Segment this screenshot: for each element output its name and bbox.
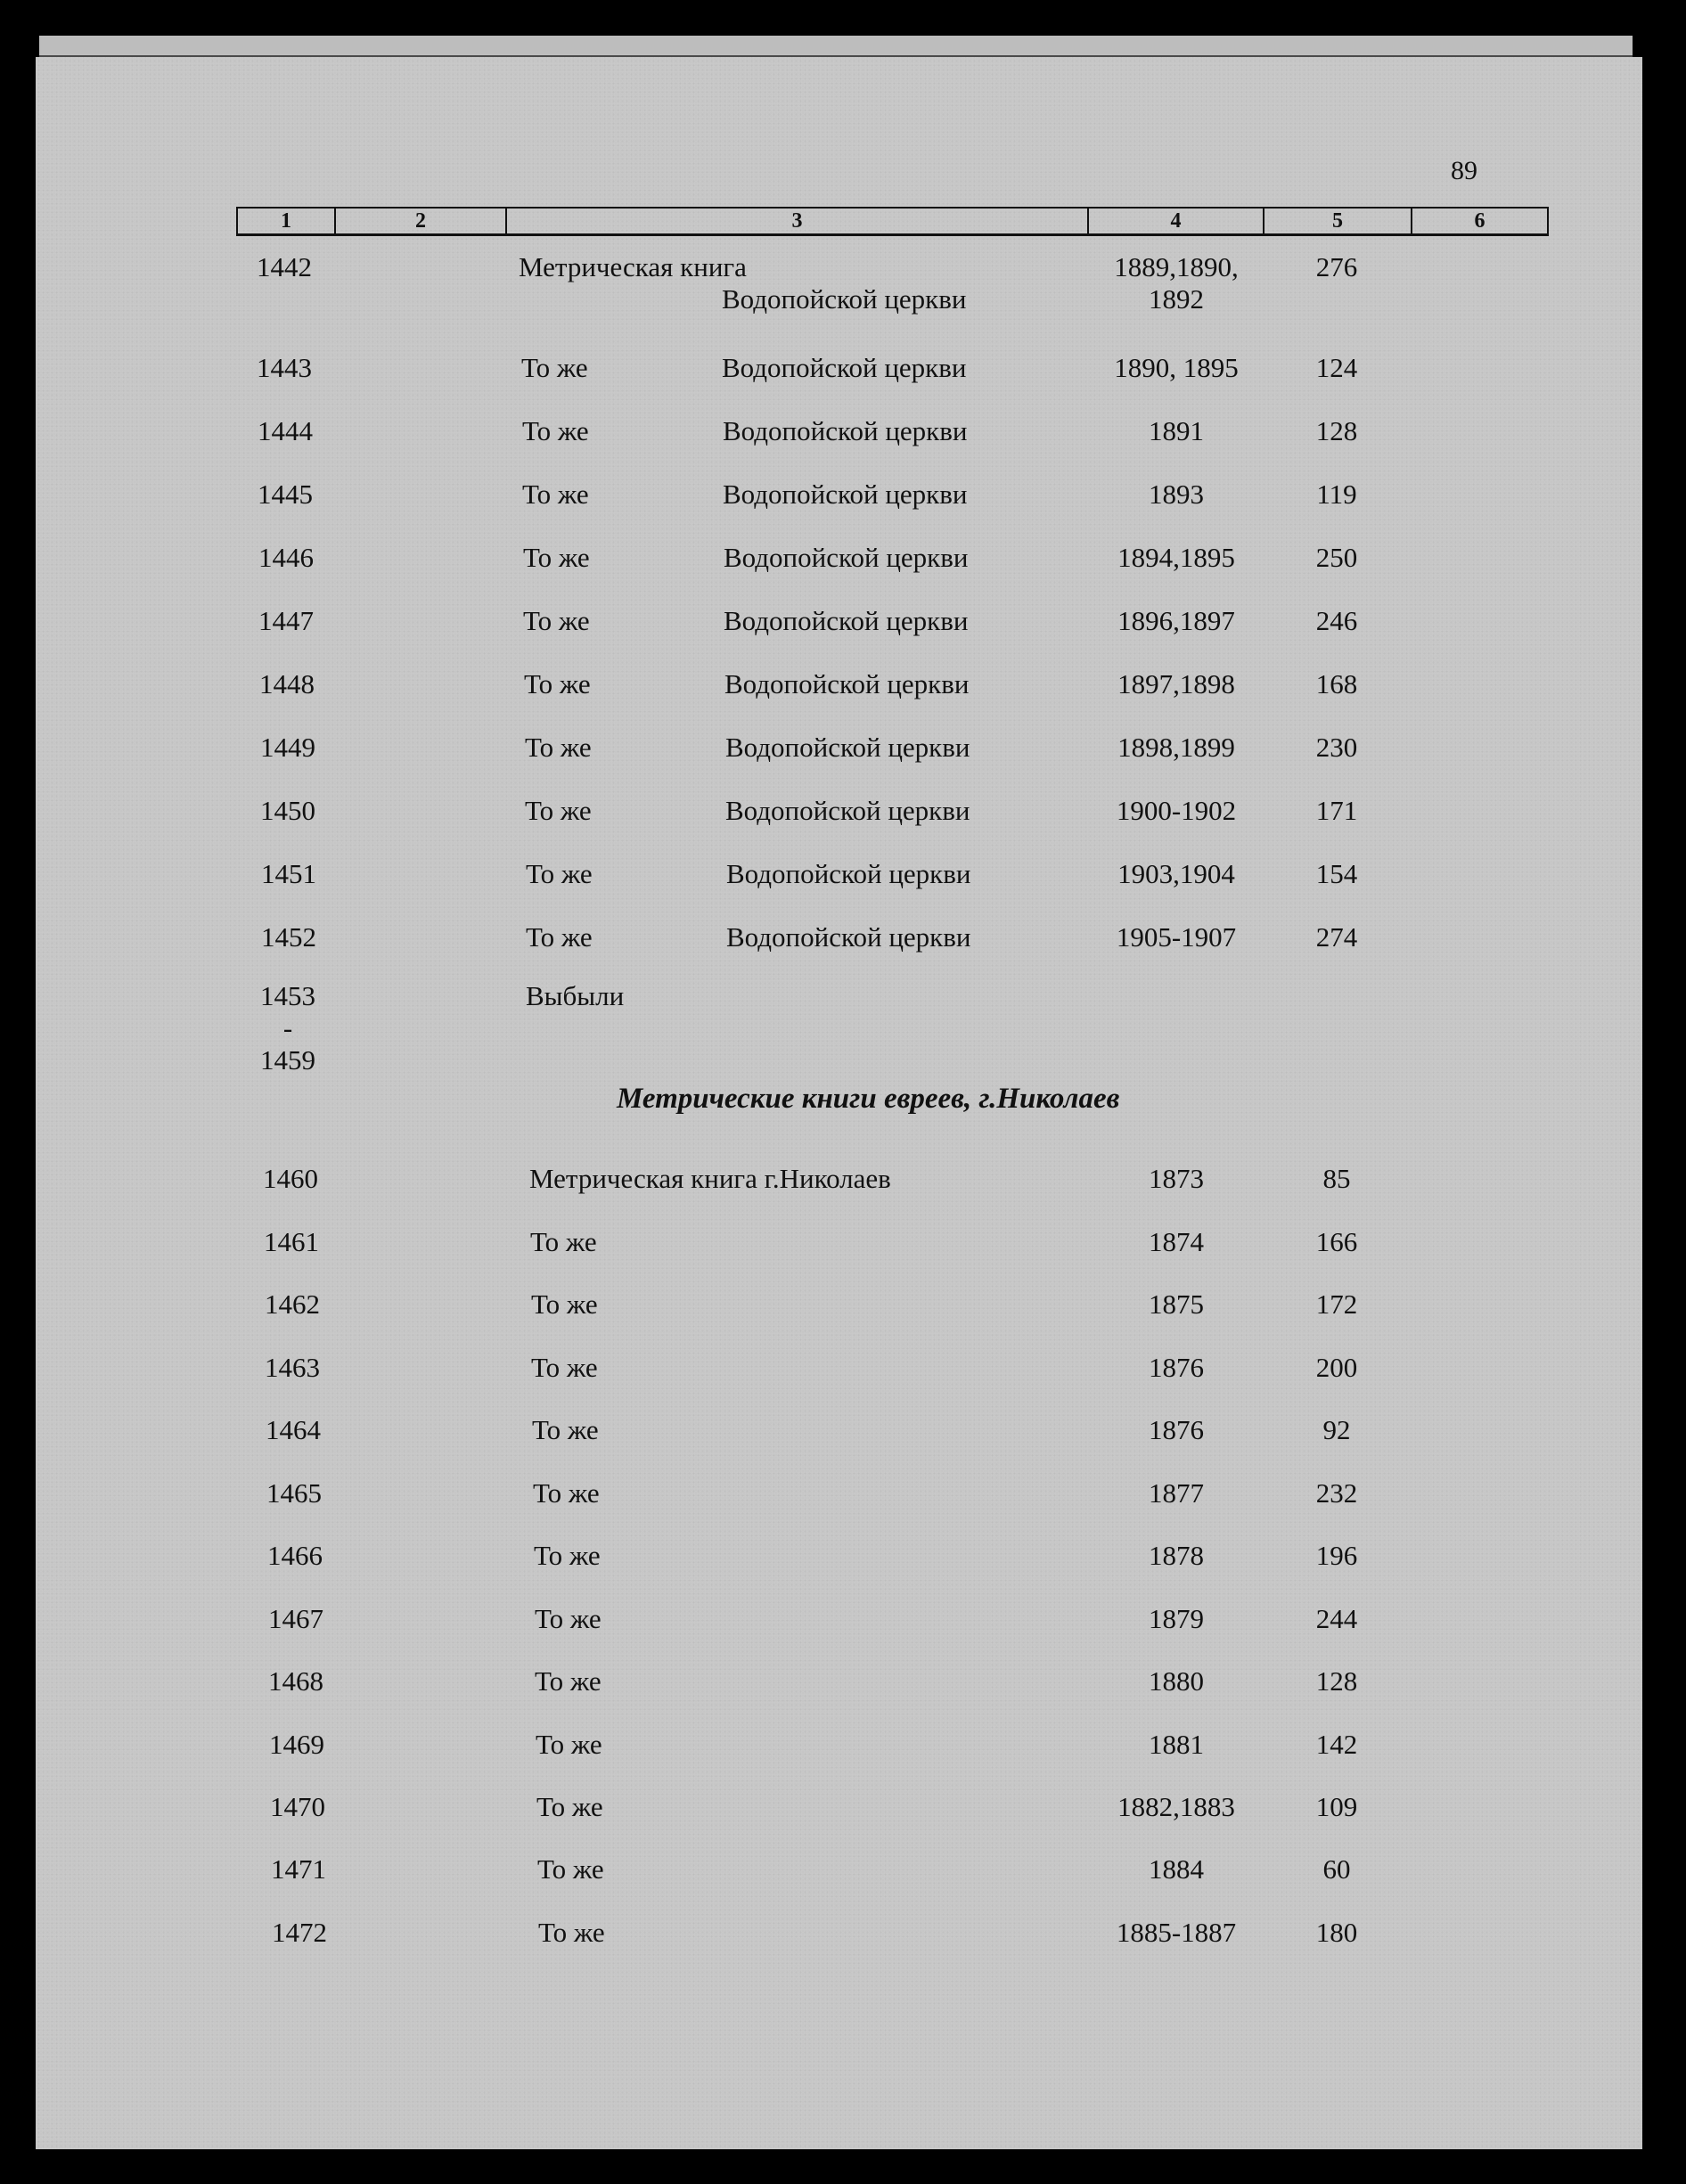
table-row [0, 415, 1686, 451]
record-number: 1462 [265, 1288, 320, 1320]
record-years: 1896,1897 [1117, 605, 1235, 636]
record-years-line2: 1892 [1149, 283, 1204, 315]
record-years: 1903,1904 [1117, 858, 1235, 889]
record-pages: 109 [1315, 1791, 1358, 1822]
table-row [0, 1352, 1686, 1387]
column-header-4: 4 [1089, 209, 1264, 233]
record-number: 1465 [266, 1477, 322, 1509]
record-years: 1893 [1149, 479, 1204, 510]
record-pages: 128 [1315, 415, 1358, 446]
record-number: 1460 [263, 1163, 318, 1194]
table-row [0, 1226, 1686, 1262]
record-years: 1882,1883 [1117, 1791, 1235, 1822]
record-church: Водопойской церкви [725, 732, 970, 763]
record-years: 1885-1887 [1116, 1917, 1237, 1948]
table-row [0, 1288, 1686, 1324]
table-row [0, 1603, 1686, 1639]
record-years: 1879 [1149, 1603, 1204, 1634]
record-title: То же [524, 668, 591, 699]
record-title: То же [532, 1414, 599, 1445]
withdrawn-label: Выбыли [526, 980, 625, 1011]
record-title: То же [533, 1477, 600, 1509]
record-title: То же [536, 1791, 603, 1822]
record-church: Водопойской церкви [723, 479, 968, 510]
table-row [0, 858, 1686, 894]
column-header-5: 5 [1264, 209, 1412, 233]
record-years: 1876 [1149, 1414, 1204, 1445]
record-title: То же [534, 1540, 601, 1571]
record-number: 1469 [269, 1729, 324, 1760]
table-row [0, 1477, 1686, 1513]
table-row [0, 1853, 1686, 1889]
table-row [0, 605, 1686, 641]
table-row [0, 1414, 1686, 1450]
record-number: 1449 [260, 732, 315, 763]
record-years: 1876 [1149, 1352, 1204, 1383]
table-row [0, 795, 1686, 830]
record-title: То же [537, 1853, 604, 1885]
record-number: 1463 [265, 1352, 320, 1383]
record-church: Водопойской церкви [723, 415, 968, 446]
record-title: То же [526, 858, 593, 889]
column-header-2: 2 [336, 209, 507, 233]
record-church: Водопойской церкви [724, 668, 970, 699]
record-pages: 171 [1315, 795, 1358, 826]
withdrawn-range [257, 980, 319, 1076]
record-number: 1448 [259, 668, 315, 699]
record-pages: 124 [1315, 352, 1358, 383]
record-years: 1900-1902 [1116, 795, 1237, 826]
record-number: 1446 [258, 542, 314, 573]
record-years: 1890, 1895 [1114, 352, 1239, 383]
column-header-6: 6 [1474, 209, 1485, 233]
record-number: 1461 [264, 1226, 319, 1257]
record-pages: 200 [1315, 1352, 1358, 1383]
record-number: 1471 [271, 1853, 326, 1885]
table-row [0, 1665, 1686, 1701]
record-church: Водопойской церкви [724, 605, 969, 636]
record-church: Водопойской церкви [725, 795, 970, 826]
record-years: 1875 [1149, 1288, 1204, 1320]
record-number: 1467 [268, 1603, 323, 1634]
record-pages: 154 [1315, 858, 1358, 889]
record-title: То же [523, 605, 590, 636]
table-row [0, 251, 1686, 323]
record-number: 1464 [266, 1414, 321, 1445]
record-pages: 230 [1315, 732, 1358, 763]
page-number: 89 [1451, 156, 1477, 185]
record-pages: 246 [1315, 605, 1358, 636]
record-number: 1470 [270, 1791, 325, 1822]
record-pages: 244 [1315, 1603, 1358, 1634]
record-pages: 172 [1315, 1288, 1358, 1320]
record-years: 1873 [1149, 1163, 1204, 1194]
record-years: 1905-1907 [1116, 921, 1237, 953]
record-title: То же [525, 732, 592, 763]
record-title: Метрическая книга [519, 251, 747, 282]
record-years: 1880 [1149, 1665, 1204, 1697]
record-church: Водопойской церкви [722, 283, 967, 315]
record-pages: 196 [1315, 1540, 1358, 1571]
table-row [0, 479, 1686, 514]
section-heading: Метрические книги евреев, г.Николаев [617, 1083, 1120, 1115]
record-number: 1442 [257, 251, 312, 282]
record-title: То же [522, 479, 589, 510]
record-church: Водопойской церкви [726, 921, 971, 953]
record-title: То же [531, 1288, 598, 1320]
record-title: То же [536, 1729, 602, 1760]
record-years: 1891 [1149, 415, 1204, 446]
table-row [0, 542, 1686, 577]
table-row [0, 1917, 1686, 1952]
page-top-edge [39, 36, 1633, 57]
record-church: Водопойской церкви [726, 858, 971, 889]
record-number: 1445 [258, 479, 313, 510]
column-header-row [236, 207, 1549, 236]
record-title: Метрическая книга г.Николаев [529, 1163, 891, 1194]
record-title: То же [526, 921, 593, 953]
record-years [1096, 251, 1256, 315]
record-number: 1447 [258, 605, 314, 636]
withdrawn-dash: - [282, 1012, 293, 1043]
record-title: То же [523, 542, 590, 573]
record-number: 1472 [272, 1917, 327, 1948]
record-years: 1898,1899 [1117, 732, 1235, 763]
table-row [0, 921, 1686, 957]
record-years: 1881 [1149, 1729, 1204, 1760]
withdrawn-to: 1459 [260, 1044, 315, 1076]
record-title: То же [538, 1917, 605, 1948]
column-header-1: 1 [238, 209, 336, 233]
record-title: То же [530, 1226, 597, 1257]
record-years: 1884 [1149, 1853, 1204, 1885]
record-title: То же [535, 1603, 602, 1634]
record-pages: 276 [1315, 251, 1358, 282]
record-years-line1: 1889,1890, [1114, 251, 1239, 282]
record-number: 1443 [257, 352, 312, 383]
record-years: 1897,1898 [1117, 668, 1235, 699]
record-years: 1874 [1149, 1226, 1204, 1257]
record-number: 1466 [267, 1540, 323, 1571]
table-row [0, 668, 1686, 704]
record-pages: 60 [1322, 1853, 1351, 1885]
table-row [0, 352, 1686, 388]
record-title: То же [521, 352, 588, 383]
record-title: То же [522, 415, 589, 446]
record-number: 1451 [261, 858, 316, 889]
record-pages: 166 [1315, 1226, 1358, 1257]
withdrawn-from: 1453 [260, 980, 315, 1011]
table-row [0, 1163, 1686, 1198]
record-pages: 180 [1315, 1917, 1358, 1948]
record-pages: 274 [1315, 921, 1358, 953]
record-title: То же [531, 1352, 598, 1383]
record-title: То же [535, 1665, 602, 1697]
record-pages: 232 [1315, 1477, 1358, 1509]
table-row [0, 732, 1686, 767]
record-pages: 168 [1315, 668, 1358, 699]
record-number: 1452 [261, 921, 316, 953]
record-pages: 128 [1315, 1665, 1358, 1697]
record-pages: 85 [1322, 1163, 1351, 1194]
record-church: Водопойской церкви [724, 542, 969, 573]
record-church: Водопойской церкви [722, 352, 967, 383]
record-pages: 250 [1315, 542, 1358, 573]
table-row [0, 1791, 1686, 1827]
record-pages: 92 [1322, 1414, 1351, 1445]
record-years: 1894,1895 [1117, 542, 1235, 573]
record-number: 1450 [260, 795, 315, 826]
record-number: 1444 [258, 415, 313, 446]
column-header-3: 3 [507, 209, 1089, 233]
table-row [0, 1729, 1686, 1764]
record-pages: 119 [1316, 479, 1357, 510]
record-years: 1877 [1149, 1477, 1204, 1509]
record-years: 1878 [1149, 1540, 1204, 1571]
table-row [0, 1540, 1686, 1575]
record-pages: 142 [1315, 1729, 1358, 1760]
withdrawn-row [0, 980, 1686, 1087]
record-title: То же [525, 795, 592, 826]
record-number: 1468 [268, 1665, 323, 1697]
